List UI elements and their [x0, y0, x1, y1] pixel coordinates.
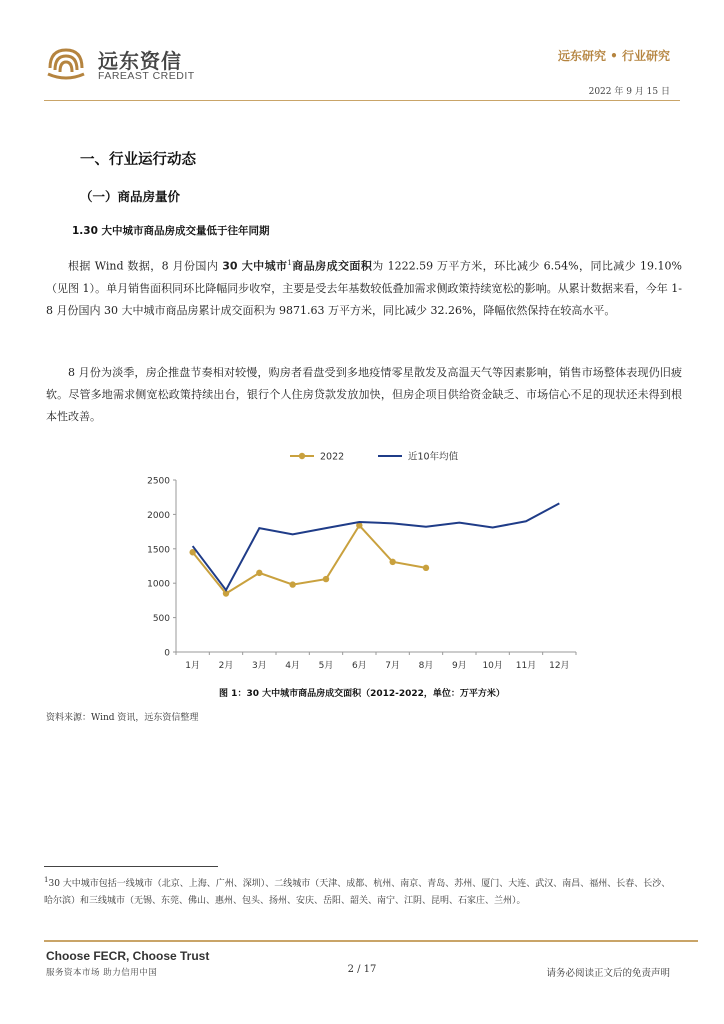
- footnote: [44, 872, 676, 910]
- heading-3: 1.30 大中城市商品房成交量低于往年同期: [72, 225, 270, 237]
- x-tick-label: 7月: [385, 661, 401, 671]
- series-point-0: [423, 565, 429, 571]
- header-section: 远东研究 • 行业研究: [557, 49, 670, 63]
- footer-disclaimer[interactable]: 请务必阅读正文后的免责声明: [546, 968, 670, 979]
- series-point-0: [389, 559, 395, 565]
- footer-slogan: Choose FECR, Choose Trust: [46, 949, 210, 963]
- y-tick-label: 2500: [147, 476, 170, 487]
- x-tick-label: 4月: [285, 661, 301, 671]
- footnote-ref[interactable]: 1: [287, 259, 292, 267]
- page-number: 2 / 17: [347, 964, 377, 975]
- chart: [140, 440, 590, 680]
- footer-sub: 服务资本市场 助力信用中国: [46, 968, 158, 978]
- logo-text-en: FAREAST CREDIT: [98, 70, 195, 82]
- series-point-0: [256, 570, 262, 576]
- x-tick-label: 5月: [318, 661, 334, 671]
- series-line-1: [193, 503, 560, 590]
- header-divider: [44, 100, 680, 101]
- footnote-mark: 1: [44, 876, 49, 884]
- footnote-divider: [44, 866, 218, 867]
- y-tick-label: 0: [164, 648, 170, 659]
- x-tick-label: 10月: [482, 661, 503, 671]
- logo-text-cn: 远东资信: [98, 49, 182, 73]
- footer-divider: [44, 940, 698, 942]
- y-tick-label: 1500: [147, 545, 170, 556]
- p1-pre: 根据 Wind 数据，8 月份国内: [68, 259, 223, 273]
- paragraph-2: 8 月份为淡季，房企推盘节奏相对较慢，购房者看盘受到多地疫情零星散发及高温天气等因素影响，销售市场整体表现仍旧疲软。尽管多地需求侧宽松政策持续出台，银行个人住房贷款发放加快，但房企项目供给资金缺乏、市场信心不足的现状还未得到根本性改善。: [46, 366, 682, 423]
- legend-marker-0: [299, 453, 305, 459]
- figure-caption: 图 1：30 大中城市商品房成交面积（2012-2022，单位：万平方米）: [219, 689, 505, 699]
- figure-source: 资料来源：Wind 资讯，远东资信整理: [46, 713, 199, 723]
- header-date: 2022 年 9 月 15 日: [588, 87, 670, 97]
- y-tick-label: 500: [152, 614, 170, 625]
- p1-bold: 30 大中城市: [222, 259, 288, 273]
- footnote-text: 30 大中城市包括一线城市（北京、上海、广州、深圳）、二线城市（天津、成都、杭州、南京、青岛、苏州、厦门、大连、武汉、南昌、福州、长春、长沙、哈尔滨）和三线城市（无锡、东莞、佛山、惠州、包头、扬州、安庆、岳阳、韶关、南宁、江阴、昆明、石家庄、兰州）。: [44, 879, 671, 906]
- p1-post: 为 1222.59 万平方米，环比减少 6.54%，同比减少 19.10%（见图 1）。单月销售面积同环比降幅同步收窄，主要是受去年基数较低叠加需求侧政策持续宽松的影响。从累计数据来看，今年 1-8 月份国内 30 大中城市商品房累计成交面积为 9871.63 万平方米，同比减少 32.26%，降幅依然保持在较高水平。: [46, 259, 682, 317]
- x-tick-label: 1月: [185, 661, 201, 671]
- heading-1: 一、行业运行动态: [80, 152, 196, 168]
- x-tick-label: 12月: [549, 661, 570, 671]
- logo: [44, 42, 88, 82]
- legend-label-1: 近10年均值: [408, 451, 459, 463]
- x-tick-label: 11月: [515, 661, 537, 671]
- y-tick-label: 2000: [147, 510, 170, 521]
- y-tick-label: 1000: [147, 579, 170, 590]
- heading-2: （一）商品房量价: [80, 189, 181, 204]
- series-point-0: [289, 581, 295, 587]
- x-tick-label: 3月: [251, 661, 267, 671]
- x-tick-label: 2月: [218, 661, 234, 671]
- logo-icon: [44, 42, 88, 82]
- series-point-0: [323, 576, 329, 582]
- x-tick-label: 8月: [418, 661, 434, 671]
- p1-bold2: 商品房成交面积: [291, 259, 373, 273]
- x-tick-label: 6月: [351, 661, 367, 671]
- paragraph-1: [46, 252, 682, 322]
- legend-label-0: 2022: [320, 451, 345, 463]
- x-tick-label: 9月: [451, 661, 467, 671]
